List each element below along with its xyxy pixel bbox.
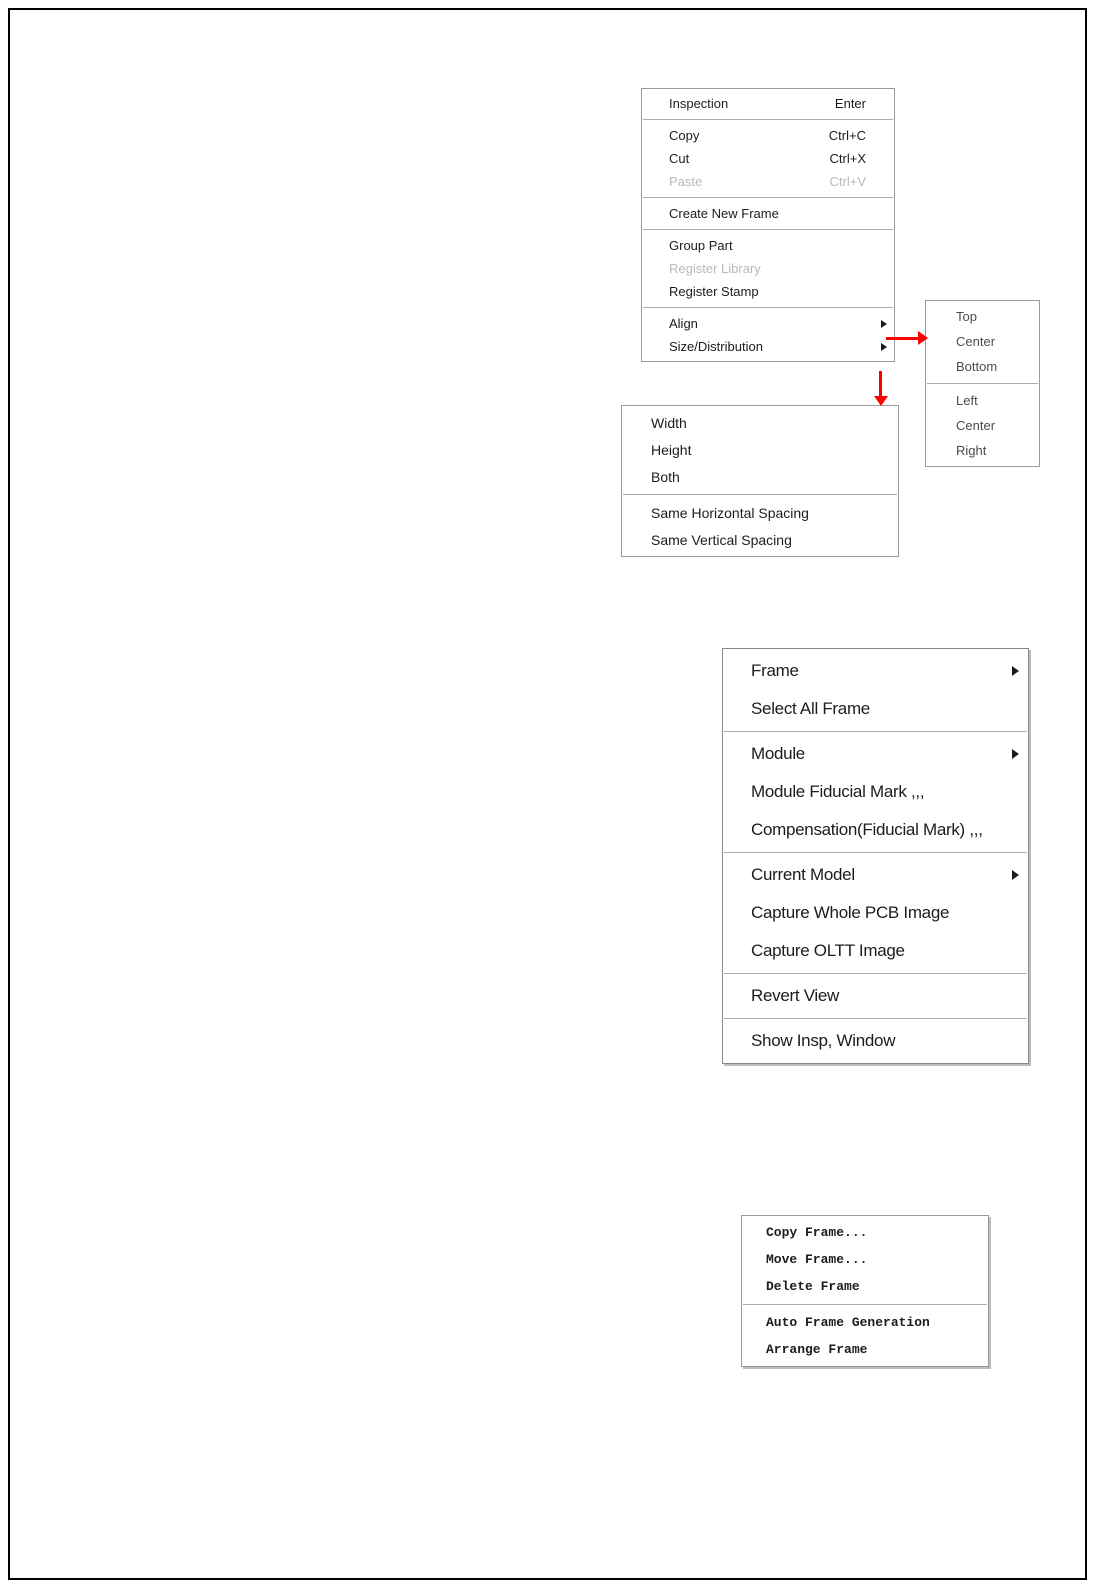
edit-context-menu <box>641 88 895 362</box>
menu-item-delete-frame[interactable] <box>742 1273 988 1300</box>
menu-item-same-vertical-spacing[interactable] <box>622 526 898 553</box>
menu-item-label: Group Part <box>669 238 733 253</box>
menu-item-label: Width <box>651 414 687 431</box>
menu-item-revert-view[interactable] <box>723 977 1028 1015</box>
menu-item-align-center-vertical[interactable] <box>926 329 1039 354</box>
menu-item-move-frame[interactable] <box>742 1246 988 1273</box>
menu-item-label: Register Stamp <box>669 284 759 299</box>
red-arrow-size-line <box>879 371 882 397</box>
menu-item-label: Revert View <box>751 986 840 1005</box>
menu-item-auto-frame-generation[interactable] <box>742 1309 988 1336</box>
menu-item-module[interactable] <box>723 735 1028 773</box>
menu-item-show-insp-window[interactable] <box>723 1022 1028 1060</box>
menu-item-copy-frame[interactable] <box>742 1219 988 1246</box>
align-submenu <box>925 300 1040 467</box>
red-arrow-size-head-icon <box>874 396 888 406</box>
menu-item-size-distribution[interactable] <box>642 335 894 358</box>
menu-item-paste <box>642 170 894 193</box>
menu-item-label: Current Model <box>751 865 855 884</box>
menu-item-same-horizontal-spacing[interactable] <box>622 499 898 526</box>
menu-item-cut[interactable] <box>642 147 894 170</box>
menu-separator <box>743 1304 987 1305</box>
menu-item-label: Right <box>956 443 987 458</box>
menu-item-label: Same Vertical Spacing <box>651 531 792 548</box>
menu-item-height[interactable] <box>622 436 898 463</box>
menu-item-align-center-horizontal[interactable] <box>926 413 1039 438</box>
menu-item-shortcut: Enter <box>834 96 866 111</box>
menu-item-compensation-fiducial-mark[interactable] <box>723 811 1028 849</box>
menu-separator <box>724 731 1027 732</box>
menu-item-frame[interactable] <box>723 652 1028 690</box>
submenu-arrow-icon <box>1012 666 1019 676</box>
view-context-menu <box>722 648 1029 1064</box>
menu-item-shortcut: Ctrl+V <box>829 174 866 189</box>
menu-item-label: Create New Frame <box>669 206 779 221</box>
menu-separator <box>643 307 893 308</box>
menu-item-label: Compensation(Fiducial Mark) ,,, <box>751 820 983 839</box>
menu-item-label: Top <box>956 309 977 324</box>
menu-item-label: Bottom <box>956 359 998 374</box>
menu-item-create-new-frame[interactable] <box>642 202 894 225</box>
menu-item-align-right[interactable] <box>926 438 1039 463</box>
menu-item-label: Center <box>956 418 996 433</box>
menu-item-label: Cut <box>669 151 690 166</box>
menu-item-register-stamp[interactable] <box>642 280 894 303</box>
menu-item-label: Move Frame... <box>766 1252 868 1267</box>
frame-context-menu <box>741 1215 989 1367</box>
menu-item-copy[interactable] <box>642 124 894 147</box>
menu-item-label: Capture OLTT Image <box>751 941 905 960</box>
submenu-arrow-icon <box>1012 870 1019 880</box>
size-distribution-submenu <box>621 405 899 557</box>
menu-item-label: Register Library <box>669 261 761 276</box>
menu-item-label: Delete Frame <box>766 1279 860 1294</box>
menu-item-module-fiducial-mark[interactable] <box>723 773 1028 811</box>
menu-item-align-left[interactable] <box>926 388 1039 413</box>
menu-item-capture-oltt-image[interactable] <box>723 932 1028 970</box>
menu-item-label: Capture Whole PCB Image <box>751 903 950 922</box>
menu-separator <box>927 383 1038 384</box>
menu-item-current-model[interactable] <box>723 856 1028 894</box>
menu-item-align[interactable] <box>642 312 894 335</box>
menu-separator <box>724 1018 1027 1019</box>
menu-item-label: Auto Frame Generation <box>766 1315 930 1330</box>
menu-item-label: Module Fiducial Mark ,,, <box>751 782 925 801</box>
menu-item-label: Frame <box>751 661 799 680</box>
menu-item-label: Paste <box>669 174 703 189</box>
menu-separator <box>724 852 1027 853</box>
menu-item-label: Height <box>651 441 692 458</box>
menu-item-label: Same Horizontal Spacing <box>651 504 809 521</box>
submenu-arrow-icon <box>881 343 887 351</box>
menu-separator <box>623 494 897 495</box>
menu-item-register-library <box>642 257 894 280</box>
menu-item-label: Select All Frame <box>751 699 870 718</box>
menu-item-align-bottom[interactable] <box>926 354 1039 379</box>
menu-item-label: Left <box>956 393 978 408</box>
menu-item-select-all-frame[interactable] <box>723 690 1028 728</box>
menu-separator <box>643 229 893 230</box>
menu-item-label: Both <box>651 468 680 485</box>
menu-item-label: Center <box>956 334 996 349</box>
menu-item-width[interactable] <box>622 409 898 436</box>
menu-item-align-top[interactable] <box>926 304 1039 329</box>
menu-separator <box>724 973 1027 974</box>
menu-item-label: Inspection <box>669 96 729 111</box>
menu-item-label: Show Insp, Window <box>751 1031 896 1050</box>
menu-item-label: Copy Frame... <box>766 1225 868 1240</box>
submenu-arrow-icon <box>1012 749 1019 759</box>
menu-item-inspection[interactable] <box>642 92 894 115</box>
submenu-arrow-icon <box>881 320 887 328</box>
red-arrow-align-line <box>886 337 919 340</box>
red-arrow-align-head-icon <box>918 331 928 345</box>
menu-item-capture-whole-pcb-image[interactable] <box>723 894 1028 932</box>
menu-item-label: Size/Distribution <box>669 339 763 354</box>
menu-item-label: Arrange Frame <box>766 1342 868 1357</box>
menu-item-group-part[interactable] <box>642 234 894 257</box>
menu-item-both[interactable] <box>622 463 898 490</box>
menu-item-shortcut: Ctrl+C <box>828 128 866 143</box>
menu-item-label: Module <box>751 744 805 763</box>
menu-separator <box>643 119 893 120</box>
menu-separator <box>643 197 893 198</box>
menu-item-label: Align <box>669 316 698 331</box>
menu-item-shortcut: Ctrl+X <box>829 151 866 166</box>
menu-item-arrange-frame[interactable] <box>742 1336 988 1363</box>
menu-item-label: Copy <box>669 128 700 143</box>
